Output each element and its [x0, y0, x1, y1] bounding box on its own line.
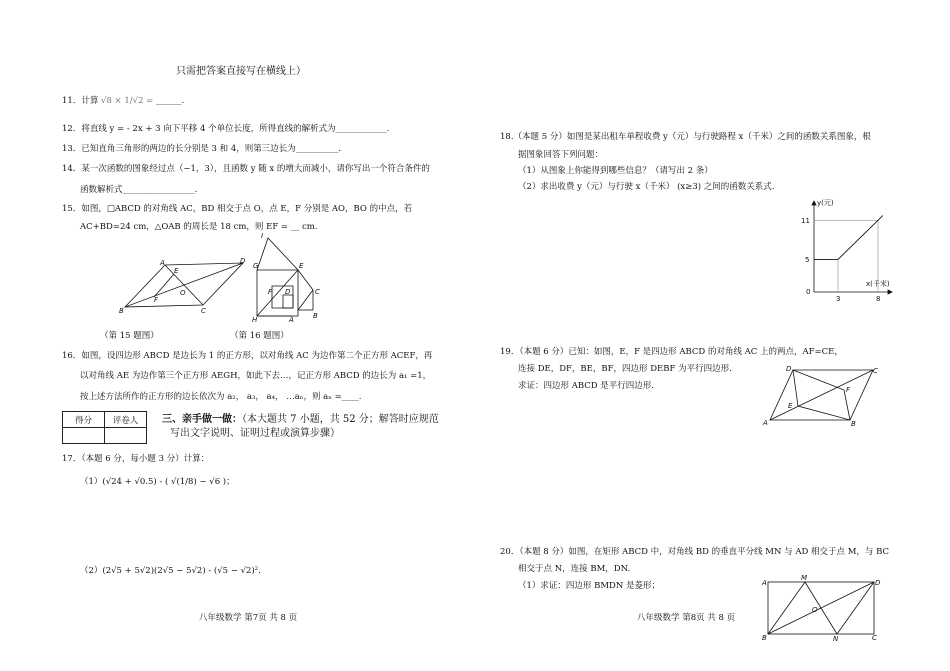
question-15-line2: AC+BD=24 cm，△OAB 的周长是 18 cm，则 EF = __ cm. [80, 222, 318, 232]
label-M: M [801, 574, 808, 582]
question-19-line2: 连接 DE，DF，BE，BF，四边形 DEBF 为平行四边形. [518, 364, 732, 374]
question-16-line3: 按上述方法所作的正方形的边长依次为 a₂， a₃， a₄， …aₙ，则 aₙ =____. [80, 392, 362, 402]
label-E: E [299, 262, 304, 270]
label-C: C [201, 307, 206, 315]
label-F: F [268, 288, 273, 296]
page-footer-left: 八年级数学 第7页 共 8 页 [199, 613, 298, 623]
section-3-title: 三、亲手做一做： [162, 414, 242, 425]
label-B: B [119, 307, 124, 315]
label-F: F [154, 296, 159, 304]
label-O: O [812, 606, 818, 614]
grader-header: 评卷人 [105, 412, 147, 428]
label-C: C [873, 367, 878, 375]
section-header-continued: 只需把答案直接写在横线上） [176, 66, 306, 77]
question-18-line3: （1）从图象上你能得到哪些信息？（请写出 2 条） [518, 166, 713, 176]
q11-text: 11．计算 [62, 96, 99, 106]
label-C: C [315, 288, 320, 296]
label-A: A [762, 579, 767, 587]
figure-15-parallelogram [115, 255, 255, 320]
question-20-line3: （1）求证：四边形 BMDN 是菱形； [518, 581, 661, 591]
chart-series [814, 216, 883, 260]
question-16-line2: 以对角线 AE 为边作第三个正方形 AEGH，如此下去…，记正方形 ABCD 的边长为 a₁ =1， [80, 371, 432, 381]
label-H: H [252, 316, 258, 323]
score-header: 得分 [63, 412, 105, 428]
tick-x-8: 8 [876, 295, 881, 303]
label-G: G [253, 262, 259, 270]
label-B: B [762, 634, 767, 642]
question-20-line1: 20．（本题 8 分）如图，在矩形 ABCD 中，对角线 BD 的垂直平分线 MN 与 AD 相交于点 M，与 BC [500, 547, 890, 557]
tick-x-3: 3 [836, 295, 841, 303]
figure-15-caption: （第 15 题图） [100, 331, 159, 341]
label-O: O [180, 289, 186, 297]
label-N: N [833, 635, 839, 642]
label-D: D [285, 288, 291, 296]
label-E: E [174, 267, 179, 275]
tick-y-11: 11 [801, 216, 810, 225]
segment-ef [154, 274, 174, 297]
question-12: 12．将直线 y = - 2x + 3 向下平移 4 个单位长度，所得直线的解析式为____________. [62, 124, 390, 134]
label-A: A [289, 316, 294, 323]
label-I: I [261, 232, 264, 240]
segment-mn [805, 582, 837, 634]
label-B: B [313, 312, 318, 320]
figure-19-quadrilateral [760, 362, 885, 430]
question-19-line1: 19．（本题 6 分）已知：如图，E，F 是四边形 ABCD 的对角线 AC 上的两点，AF=CE， [500, 347, 843, 357]
label-D: D [875, 579, 881, 587]
label-E: E [788, 402, 793, 410]
question-19-line3: 求证：四边形 ABCD 是平行四边形. [518, 381, 654, 391]
q11-answer-blank[interactable]: ______. [156, 96, 185, 106]
score-table [62, 411, 147, 444]
x-axis-arrow [888, 290, 892, 294]
section-3-heading [162, 414, 439, 426]
tick-y-5: 5 [805, 255, 810, 264]
page-footer-right: 八年级数学 第8页 共 8 页 [637, 613, 736, 623]
series-extension [878, 216, 883, 221]
label-A: A [160, 259, 165, 267]
side-ec [298, 270, 313, 310]
question-17-title: 17．（本题 6 分，每小题 3 分）计算： [62, 454, 210, 464]
question-18-line1: 18.（本题 5 分）如图是某出租车单程收费 y（元）与行驶路程 x（千米）之间的函数关系图象，根 [500, 132, 871, 142]
question-14-line2: 函数解析式_________________. [80, 185, 198, 195]
diagonal-bd [125, 263, 243, 307]
question-20-line2: 相交于点 N，连接 BM，DN. [518, 564, 631, 574]
label-B: B [851, 420, 856, 428]
y-axis-arrow [812, 201, 816, 205]
fare-chart [800, 195, 900, 305]
section-3-desc-line2: 写出文字说明、证明过程或演算步骤） [170, 428, 340, 439]
figure-20-rectangle [760, 572, 885, 642]
diagonal-ae [257, 270, 298, 316]
question-13: 13．已知直角三角形的两边的长分别是 3 和 4，则第三边长为__________. [62, 144, 341, 154]
section-3-desc: （本大题共 7 小题，共 52 分；解答时应规范 [242, 414, 439, 425]
label-D: D [240, 257, 246, 265]
question-11 [62, 96, 184, 107]
label-C: C [872, 634, 877, 642]
question-15-line1: 15．如图，□ABCD 的对角线 AC，BD 相交于点 O，点 E，F 分别是 AO，BO 的中点，若 [62, 204, 413, 214]
question-18-line4: （2）求出收费 y（元）与行驶 x（千米） (x≥3) 之间的函数关系式. [518, 182, 775, 192]
label-F: F [846, 386, 851, 394]
y-axis-label: y(元) [817, 199, 834, 207]
series-segment-1 [838, 220, 878, 259]
label-A: A [763, 419, 768, 427]
segment-bm [768, 582, 805, 634]
label-D: D [786, 365, 792, 373]
question-17-part1: （1）(√24 + √0.5) - ( √(1/8) − √6 )； [80, 477, 235, 487]
figure-16-caption: （第 16 题图） [230, 331, 289, 341]
grader-cell[interactable] [105, 428, 147, 444]
x-axis-label: x(千米) [866, 280, 890, 288]
question-17-part2: （2）(2√5 + 5√2)(2√5 − 5√2) - (√5 − √2)². [80, 566, 261, 576]
triangle-top [257, 238, 298, 270]
question-16-line1: 16．如图，设四边形 ABCD 是边长为 1 的正方形，以对角线 AC 为边作第二个正方形 ACEF，再 [62, 351, 433, 361]
tick-x-origin: 0 [806, 288, 811, 296]
segment-dn [837, 582, 874, 634]
q11-expression: √8 × 1/√2 = [101, 96, 154, 106]
figure-16-squares [243, 228, 333, 323]
question-14-line1: 14．某一次函数的图象经过点（−1，3），且函数 y 随 x 的增大而减小，请你写出一个符合条件的 [62, 164, 430, 174]
question-18-line2: 据图象回答下列问题： [518, 150, 604, 160]
square-abcd [283, 295, 293, 308]
score-cell[interactable] [63, 428, 105, 444]
